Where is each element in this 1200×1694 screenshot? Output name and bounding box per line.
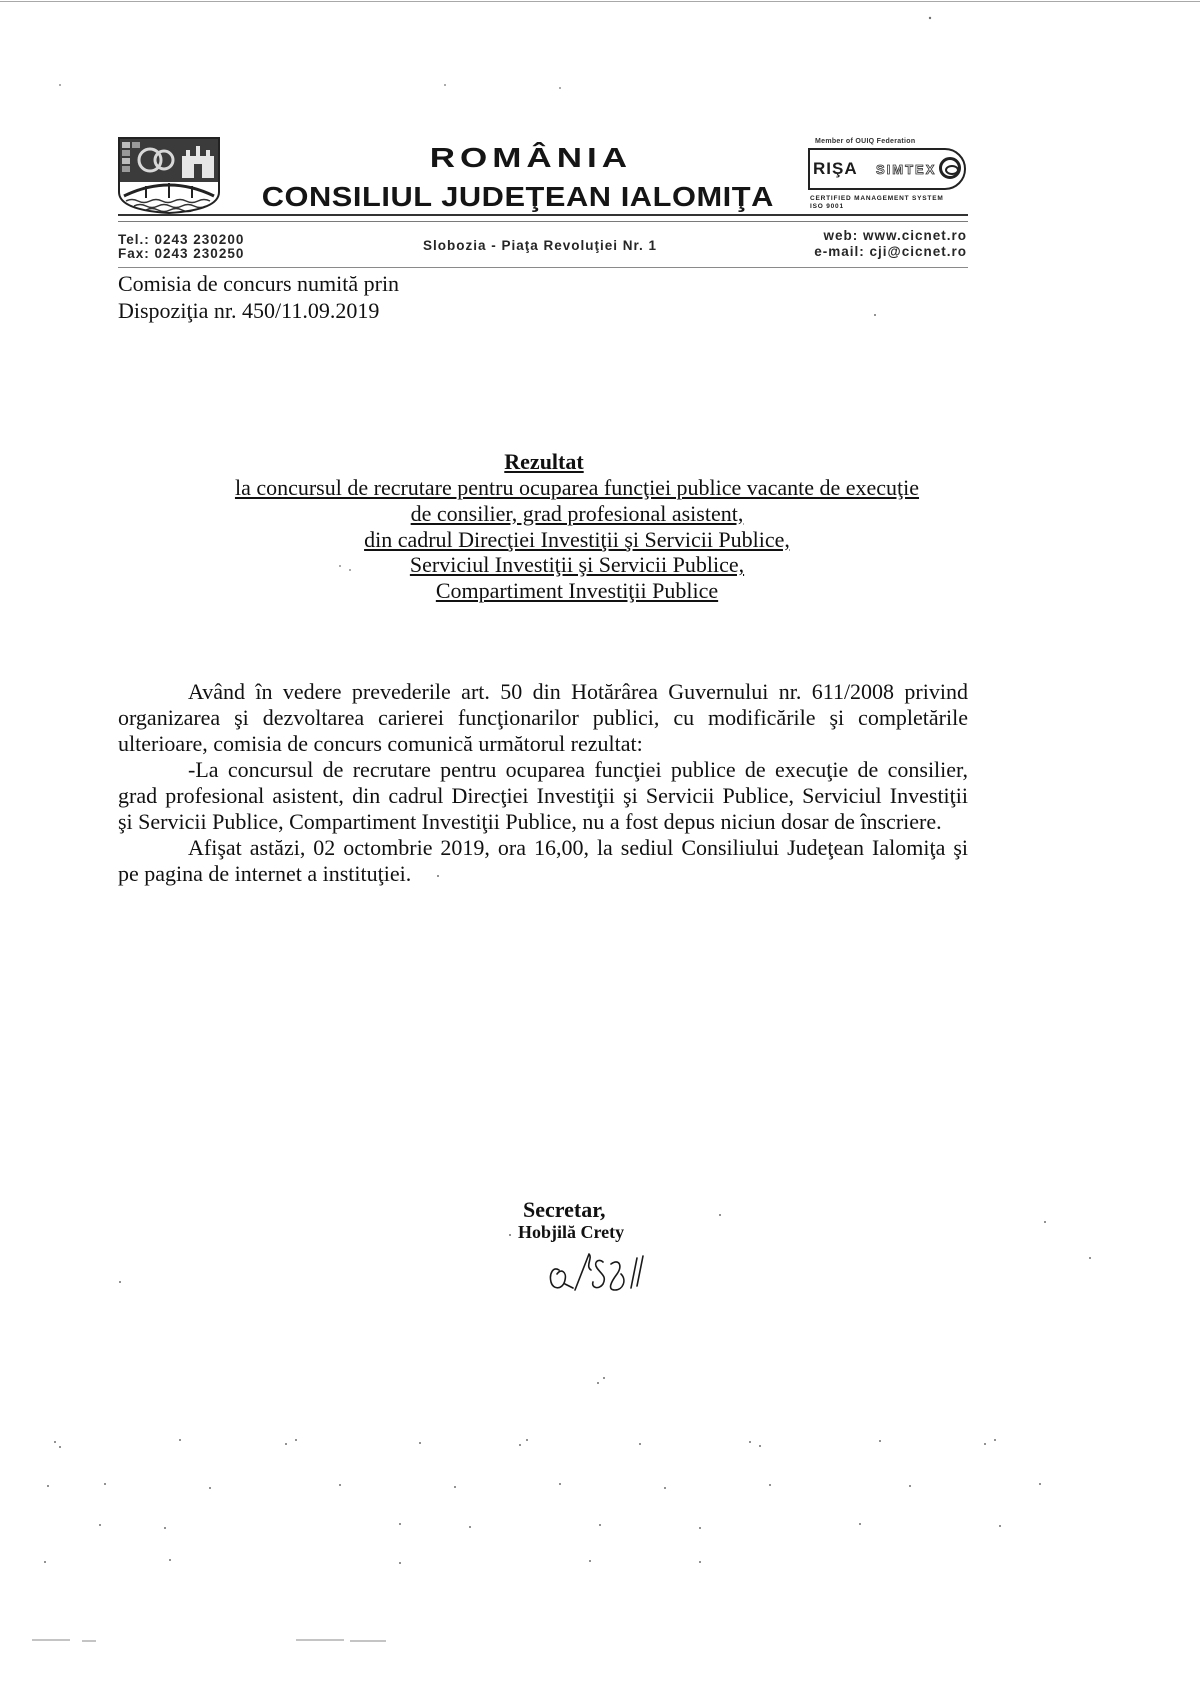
text-line: Afişat astăzi, 02 octombrie 2019, ora 16,00, la sediul Consiliului Judeţean Ialomiţa şi xyxy=(188,835,968,860)
signatory-name: Hobjilă Crety xyxy=(518,1222,625,1242)
country-heading xyxy=(400,144,662,172)
shield-lower-field xyxy=(124,183,214,212)
contacts-divider xyxy=(118,267,968,268)
paragraph xyxy=(118,835,968,887)
paragraph xyxy=(118,679,968,757)
text-line: ulterioare, comisia de concurs comunică următorul rezultat: xyxy=(118,731,643,756)
county-coat-of-arms-icon xyxy=(116,134,222,214)
subtitle-line: Serviciul Investiţii şi Servicii Publice, xyxy=(409,552,745,578)
text-line: grad profesional asistent, din cadrul Direcţiei Investiţii şi Servicii Publice, Serviciul Investiţii xyxy=(118,783,968,808)
signature-stroke xyxy=(550,1254,643,1290)
paragraph xyxy=(118,757,968,835)
certification-standard: ISO 9001 xyxy=(810,203,844,210)
contact-phone: Tel.: 0243 230200 xyxy=(118,232,245,247)
handwritten-signature xyxy=(545,1244,655,1296)
header-divider-thin xyxy=(118,221,968,222)
certification-box xyxy=(808,148,966,190)
subtitle-line: la concursul de recrutare pentru ocuparea funcţiei publice vacante de execuţie xyxy=(234,475,920,500)
document-title: Rezultat xyxy=(504,449,584,474)
text-line: şi Servicii Publice, Compartiment Investiţii Publice, nu a fost depus niciun dosar de înscriere. xyxy=(118,809,942,834)
contact-address: Slobozia - Piaţa Revoluţiei Nr. 1 xyxy=(422,238,658,253)
shield-upper-field xyxy=(119,138,219,182)
contact-fax: Fax: 0243 230250 xyxy=(118,246,245,261)
document-subtitle xyxy=(188,475,966,604)
subtitle-line: Compartiment Investiţii Publice xyxy=(435,578,719,604)
header-divider xyxy=(118,214,968,216)
certification-brand-left: RIŞA xyxy=(813,159,858,178)
scan-marks xyxy=(32,1640,386,1641)
text-line: Având în vedere prevederile art. 50 din Hotărârea Guvernului nr. 611/2008 privind xyxy=(188,679,968,704)
text-line: pe pagina de internet a instituţiei. xyxy=(118,861,412,886)
contact-email: e-mail: cji@cicnet.ro xyxy=(814,244,967,259)
issuer-block xyxy=(118,270,399,324)
contact-web: web: www.cicnet.ro xyxy=(823,228,967,243)
issuer-line: Dispoziţia nr. 450/11.09.2019 xyxy=(118,298,380,323)
institution-heading xyxy=(218,183,818,211)
text-line: organizarea şi dezvoltarea carierei funcţionarilor publici, cu modificările şi completările xyxy=(118,705,968,730)
certification-member-text: Member of OUIQ Federation xyxy=(815,138,916,145)
certification-brand-right: SIMTEX xyxy=(876,162,937,177)
issuer-line: Comisia de concurs numită prin xyxy=(118,271,400,296)
certification-caption: CERTIFIED MANAGEMENT SYSTEM xyxy=(810,195,944,202)
subtitle-line: de consilier, grad profesional asistent, xyxy=(410,500,744,526)
certification-logo xyxy=(806,138,968,212)
body-text xyxy=(118,679,968,887)
certification-emblem-icon xyxy=(939,157,961,179)
text-line: -La concursul de recrutare pentru ocuparea funcţiei publice de execuţie de consilier, xyxy=(188,757,968,782)
subtitle-line: din cadrul Direcţiei Investiţii şi Servicii Publice, xyxy=(364,526,790,552)
signatory-role: Secretar, xyxy=(523,1197,606,1222)
scan-edge-line xyxy=(0,1,1200,2)
country-heading-text: ROMÂNIA xyxy=(429,142,633,173)
institution-heading-text: CONSILIUL JUDEŢEAN IALOMIŢA xyxy=(261,181,775,212)
